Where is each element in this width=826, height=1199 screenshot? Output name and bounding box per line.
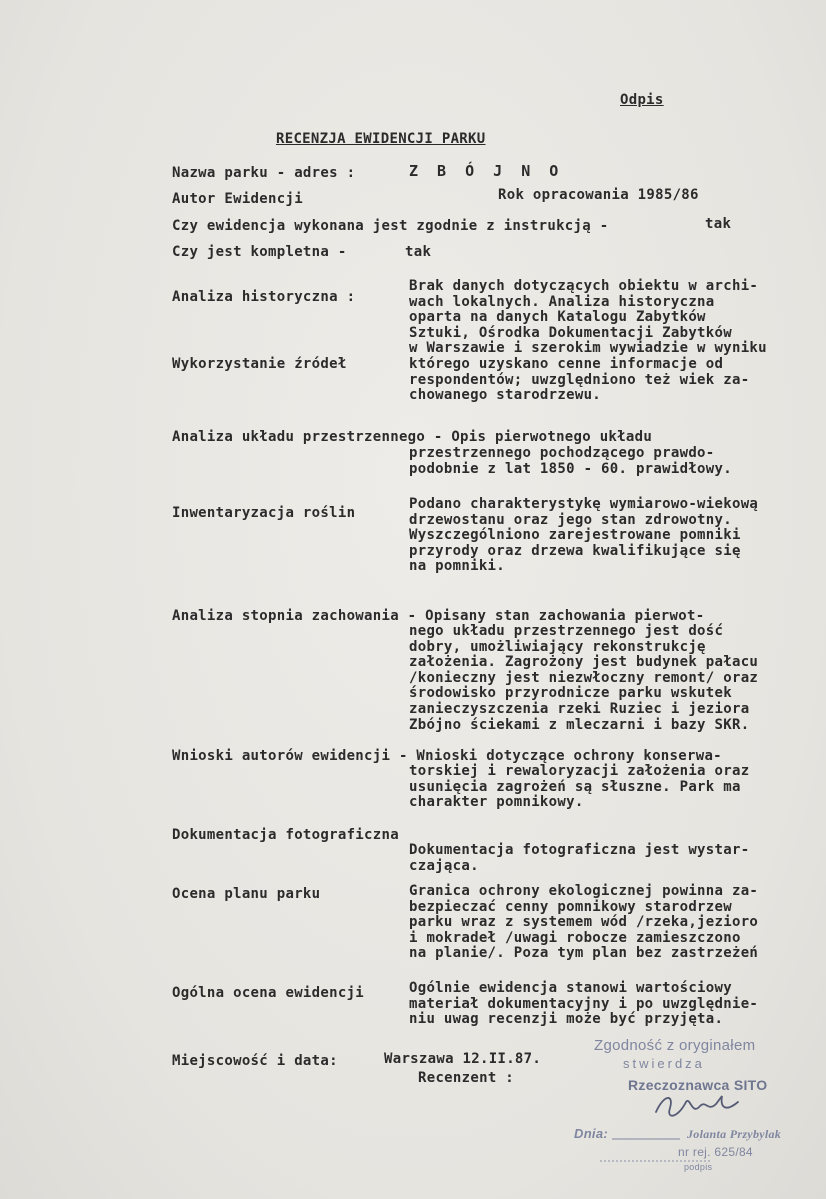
conclusions-label: Wnioski autorów ewidencji - Wnioski dotyczące ochrony konserwa- bbox=[172, 748, 722, 764]
complete-label: Czy jest kompletna - bbox=[172, 244, 347, 260]
historical-analysis-text: Brak danych dotyczących obiektu w archi- wach lokalnych. Analiza historyczna oparta na danych Katalogu Zabytków Sztuki, Ośrodka Dokumentacji Zabytków w Warszawie i szerokim wywiadzie w wyniku którego uzyskano cenne informacje od respondentów; uwzględniono też wiek za- chowanego starodrzewu. bbox=[409, 278, 767, 404]
preservation-text: nego układu przestrzennego jest dość dobry, umożliwiający rekonstrukcję założenia. Zagrożony jest budynek pałacu /konieczny jest niezwłoczny remont/ oraz środowisko przyrodnicze parku wskutek zanieczyszczenia rzeki Ruziec i jeziora Zbójno ściekami z mleczarni i bazy SKR. bbox=[409, 623, 759, 733]
stamp-line-conformity: Zgodność z oryginałem bbox=[594, 1037, 756, 1054]
stamp-registration-number: nr rej. 625/84 bbox=[678, 1145, 753, 1159]
stamp-line-expert: Rzeczoznawca SITO bbox=[628, 1077, 768, 1093]
document-title: RECENZJA EWIDENCJI PARKU bbox=[276, 131, 486, 147]
historical-analysis-label: Analiza historyczna : bbox=[172, 289, 356, 305]
stamp-signature-caption: podpis bbox=[684, 1162, 713, 1172]
photo-documentation-text: Dokumentacja fotograficzna jest wystar- czająca. bbox=[409, 842, 750, 874]
place-date-value: Warszawa 12.II.87. bbox=[384, 1051, 542, 1067]
photo-documentation-label: Dokumentacja fotograficzna bbox=[172, 827, 399, 843]
spatial-layout-text: przestrzennego pochodzącego prawdo- podobnie z lat 1850 - 60. prawidłowy. bbox=[409, 445, 732, 477]
compliance-value: tak bbox=[705, 216, 732, 232]
handwritten-signature bbox=[648, 1088, 758, 1128]
odpis-label: Odpis bbox=[620, 92, 664, 108]
author-label: Autor Ewidencji bbox=[172, 191, 303, 207]
plan-assessment-text: Granica ochrony ekologicznej powinna za- bezpieczać cenny pomnikowy starodrzew parku wraz z systemem wód /rzeka,jezioro i mokradeł /uwagi robocze zamieszczono na planie/. Poza tym plan bez zastrzeżeń bbox=[409, 883, 759, 962]
overall-assessment-text: Ogólnie ewidencja stanowi wartościowy materiał dokumentacyjny i po uwzględnie- niu uwag recenzji może być przyjęta. bbox=[409, 980, 759, 1028]
conclusions-text: torskiej i rewaloryzacji założenia oraz usunięcia zagrożeń są słuszne. Park ma charakter pomnikowy. bbox=[409, 763, 750, 811]
spatial-layout-label: Analiza układu przestrzennego - Opis pierwotnego układu bbox=[172, 429, 653, 445]
sources-label: Wykorzystanie źródeł bbox=[172, 356, 347, 372]
complete-value: tak bbox=[405, 244, 432, 260]
park-name-value: Z B Ó J N O bbox=[409, 162, 564, 180]
overall-assessment-label: Ogólna ocena ewidencji bbox=[172, 985, 365, 1001]
stamp-date-label: Dnia: bbox=[574, 1126, 608, 1141]
stamp-date-line bbox=[612, 1137, 680, 1141]
reviewer-label: Recenzent : bbox=[418, 1070, 515, 1086]
plant-inventory-text: Podano charakterystykę wymiarowo-wiekową drzewostanu oraz jego stan zdrowotny. Wyszczególniono zarejestrowane pomniki przyrody oraz drzewa kwalifikujące się na pomniki. bbox=[409, 496, 759, 575]
stamp-reviewer-name: Jolanta Przybylak bbox=[687, 1127, 782, 1141]
plant-inventory-label: Inwentaryzacja roślin bbox=[172, 505, 356, 521]
place-date-label: Miejscowość i data: bbox=[172, 1053, 338, 1069]
year-label: Rok opracowania 1985/86 bbox=[498, 187, 699, 203]
park-name-label: Nazwa parku - adres : bbox=[172, 165, 356, 181]
preservation-label: Analiza stopnia zachowania - Opisany stan zachowania pierwot- bbox=[172, 608, 705, 624]
stamp-line-confirms: stwierdza bbox=[623, 1056, 705, 1071]
compliance-label: Czy ewidencja wykonana jest zgodnie z instrukcją - bbox=[172, 218, 609, 234]
plan-assessment-label: Ocena planu parku bbox=[172, 886, 321, 902]
